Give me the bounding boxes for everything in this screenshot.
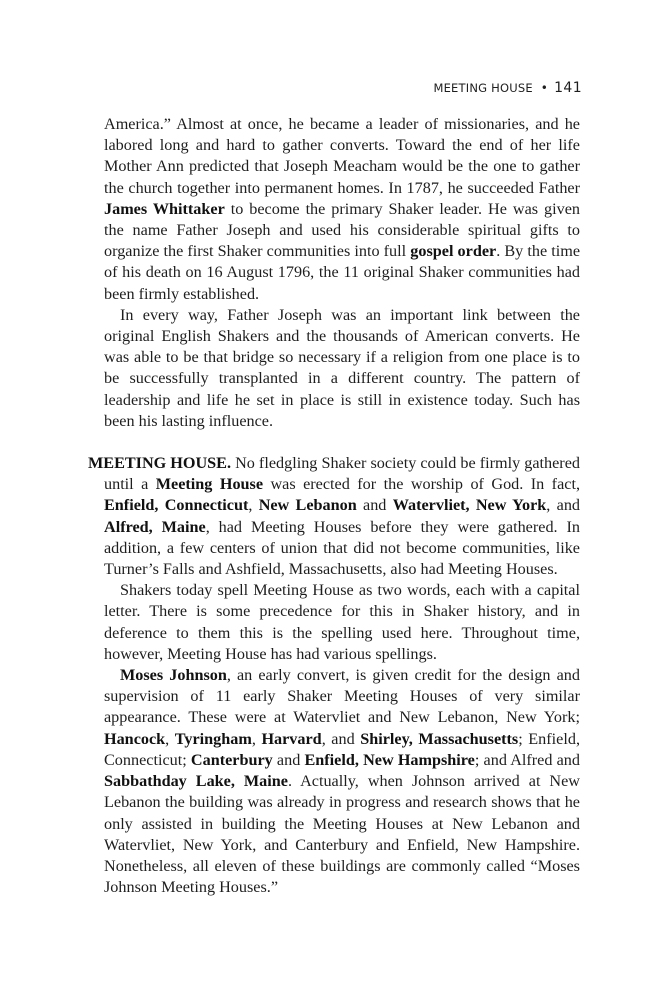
bold-term: Canterbury xyxy=(190,750,273,769)
bold-term: Enfield, New Hampshire xyxy=(304,750,475,769)
running-head-section: MEETING HOUSE xyxy=(433,81,533,95)
bold-term: Watervliet, New York xyxy=(392,496,547,515)
bold-term: Alfred, Maine xyxy=(104,517,206,536)
text-run: , and xyxy=(546,496,581,515)
bold-term: gospel order xyxy=(410,242,497,261)
bold-term: Meeting House xyxy=(155,475,264,494)
entry-first-paragraph xyxy=(88,453,580,580)
bold-term: Shirley, Massachusetts xyxy=(360,729,519,748)
body-text xyxy=(88,114,580,898)
text-run: and xyxy=(272,750,305,769)
text-run: ; Enfield, Connecticut; xyxy=(104,729,580,769)
text-run: Shakers today spell Meeting House as two words, each with a capital letter. There is some precedence for this in Shaker history, and in deference to them this is the spelling used here. Throughout time, however, Meeting House has had various spellings. xyxy=(104,581,580,663)
text-run: and xyxy=(356,496,393,515)
text-run: . By the time of his death on 16 August 1796, the 11 original Shaker communities had been firmly established. xyxy=(104,242,581,303)
text-run: America.” Almost at once, he became a leader of missionaries, and he labored long and hard to gather converts. Toward the end of her life Mother Ann predicted that Joseph Meacham would be the one to gather the church together into permanent homes. In 1787, he succeeded Father xyxy=(104,115,580,197)
bold-term: Sabbathday Lake, Maine xyxy=(104,772,288,791)
entry-paragraph-runs xyxy=(104,454,580,578)
bold-term: James Whittaker xyxy=(104,199,225,218)
bold-term: Enfield, Connecticut xyxy=(104,496,249,515)
bold-term: Tyringham xyxy=(174,729,252,748)
text-run: , had Meeting Houses before they were gathered. In addition, a few centers of union that did not become communities, like Turner’s Falls and Ashfield, Massachusetts, also had Meeting Houses. xyxy=(104,517,580,579)
continued-entry xyxy=(88,114,580,432)
bold-term: Moses Johnson xyxy=(120,666,227,685)
entry-headword: MEETING HOUSE. xyxy=(88,454,232,473)
text-run: No fledgling Shaker society could be firmly gathered until a xyxy=(104,454,580,494)
bold-term: Harvard xyxy=(261,729,322,748)
text-run: In every way, Father Joseph was an important link between the original English Shakers and the thousands of American converts. He was able to be that bridge so necessary if a religion from one place is to be successfully transplanted in a different country. The pattern of leadership and life he set in place is still in existence today. Such has been his lasting influence. xyxy=(104,305,580,430)
paragraph xyxy=(88,665,580,898)
text-run: , xyxy=(251,729,262,748)
paragraph xyxy=(88,305,580,432)
page-number: 141 xyxy=(554,80,582,96)
paragraph xyxy=(88,580,580,665)
text-run: , xyxy=(165,729,175,748)
text-run: was erected for the worship of God. In fact, xyxy=(263,475,580,494)
running-head xyxy=(433,80,582,96)
text-run: . Actually, when Johnson arrived at New Lebanon the building was already in progress and research shows that he only assisted in building the Meeting Houses at New Lebanon and Watervliet, New York, and Canterbury and Enfield, New Hampshire. Nonetheless, all eleven of these buildings are commonly called “Moses Johnson Meeting Houses.” xyxy=(104,772,580,897)
text-run: , and xyxy=(321,729,361,748)
text-run: , an early convert, is given credit for the design and supervision of 11 early Shaker Meeting Houses of very similar appearance. These were at Watervliet and New Lebanon, New York; xyxy=(104,666,580,727)
bold-term: Hancock xyxy=(104,729,166,748)
dictionary-entry-meeting-house xyxy=(88,453,580,898)
running-head-separator: • xyxy=(540,81,549,95)
paragraph xyxy=(88,114,580,305)
text-run: , xyxy=(248,496,259,515)
bold-term: New Lebanon xyxy=(258,496,357,515)
text-run: to become the primary Shaker leader. He was given the name Father Joseph and used his considerable spiritual gifts to organize the first Shaker communities into full xyxy=(104,199,580,261)
text-run: ; and Alfred and xyxy=(474,750,580,769)
